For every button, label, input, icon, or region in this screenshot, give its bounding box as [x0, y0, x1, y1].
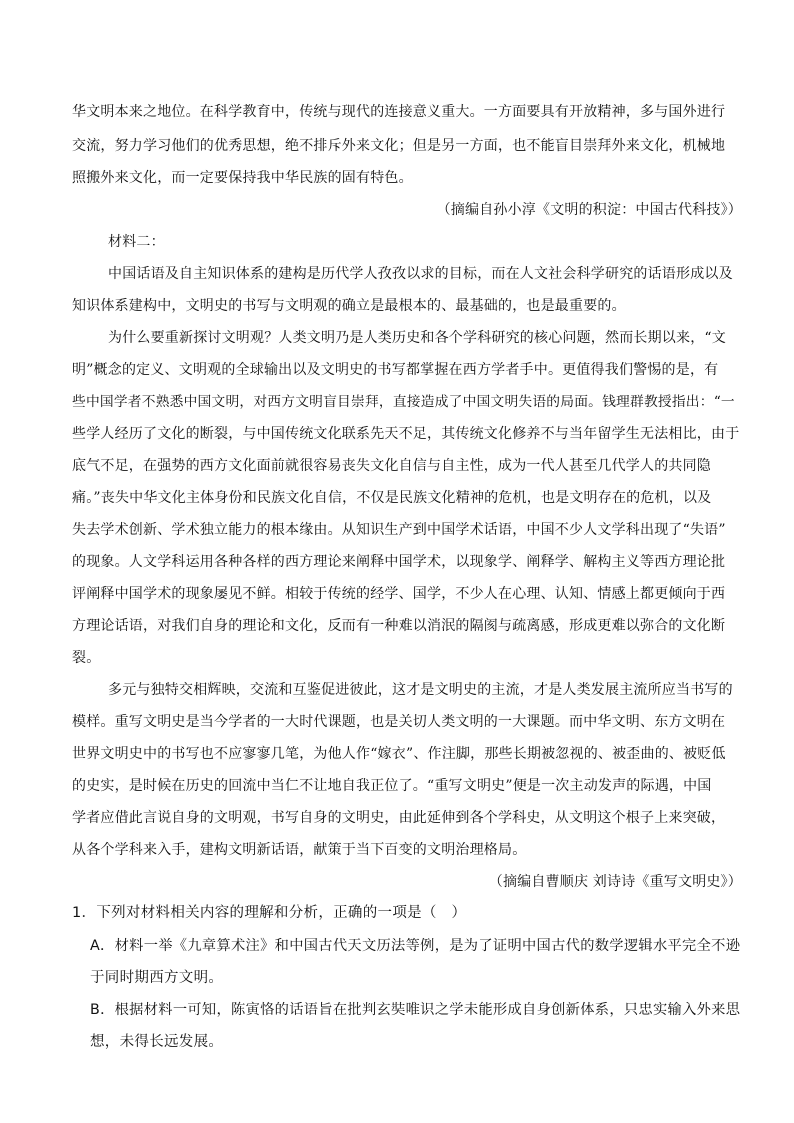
paragraph-1-line-3: 照搬外来文化，而一定要保持我中华民族的固有特色。 — [72, 170, 413, 186]
option-b-line-2: 想，未得长远发展。 — [90, 1034, 224, 1050]
paragraph-1-line-2: 交流，努力学习他们的优秀思想，绝不排斥外来文化；但是另一方面，也不能盲目崇拜外来文化，机械地 — [72, 138, 726, 154]
paragraph-4-line-6: 从各个学科来入手，建构文明新话语，献策于当下百变的文明治理格局。 — [72, 842, 527, 858]
option-a-line-1: A．材料一举《九章算术注》和中国古代天文历法等例，是为了证明中国古代的数学逻辑水平完全不逊 — [90, 938, 741, 954]
paragraph-3-line-4: 些学人经历了文化的断裂，与中国传统文化联系先天不足，其传统文化修养不与当年留学生无法相比，由于 — [72, 426, 740, 442]
option-a-line-2: 于同时期西方文明。 — [90, 970, 224, 986]
paragraph-1-line-1: 华文明本来之地位。在科学教育中，传统与现代的连接意义重大。一方面要具有开放精神，多与国外进行 — [72, 104, 726, 120]
paragraph-3-line-8: 的现象。人文学科运用各种各样的西方理论来阐释中国学术，以现象学、阐释学、解构主义等西方理论批 — [72, 554, 726, 570]
paragraph-4-line-1: 多元与独特交相辉映，交流和互鉴促进彼此，这才是文明史的主流，才是人类发展主流所应当书写的 — [108, 682, 733, 698]
paragraph-3-line-6: 痛。”丧失中华文化主体身份和民族文化自信，不仅是民族文化精神的危机，也是文明存在的危机，以及 — [72, 490, 712, 506]
source-citation-1: （摘编自孙小淳《文明的积淀：中国古代科技》） — [436, 202, 742, 218]
paragraph-3-line-5: 底气不足，在强势的西方文化面前就很容易丧失文化自信与自主性，成为一代人甚至几代学人的共同隐 — [72, 458, 711, 474]
paragraph-3-line-7: 失去学术创新、学术独立能力的根本缘由。从知识生产到中国学术话语，中国不少人文学科出现了“失语” — [72, 522, 726, 538]
paragraph-3-line-10: 方理论话语，对我们自身的理论和文化，反而有一种难以消泯的隔阂与疏离感，形成更难以弥合的文化断 — [72, 618, 726, 634]
paragraph-3-line-1: 为什么要重新探讨文明观？人类文明乃是人类历史和各个学科研究的核心问题，然而长期以来，“文 — [108, 330, 726, 346]
paragraph-3-line-11: 裂。 — [72, 650, 101, 666]
material-2-label: 材料二： — [108, 234, 165, 250]
paragraph-4-line-3: 世界文明史中的书写也不应寥寥几笔，为他人作“嫁衣”、作注脚，那些长期被忽视的、被歪曲的、被贬低 — [72, 746, 726, 762]
paragraph-2-line-1: 中国话语及自主知识体系的建构是历代学人孜孜以求的目标，而在人文社会科学研究的话语形成以及 — [108, 266, 733, 282]
paragraph-2-line-2: 知识体系建构中，文明史的书写与文明观的确立是最根本的、最基础的，也是最重要的。 — [72, 298, 626, 314]
paragraph-4-line-5: 学者应借此言说自身的文明观，书写自身的文明史，由此延伸到各个学科史，从文明这个根子上来突破， — [72, 810, 726, 826]
paragraph-3-line-9: 评阐释中国学术的现象屡见不鲜。相较于传统的经学、国学，不少人在心理、认知、情感上都更倾向于西 — [72, 586, 726, 602]
question-1-stem: 1．下列对材料相关内容的理解和分析，正确的一项是（ ） — [72, 905, 467, 921]
paragraph-3-line-2: 明”概念的定义、文明观的全球输出以及文明史的书写都掌握在西方学者手中。更值得我们警惕的是，有 — [72, 362, 719, 378]
source-citation-2: （摘编自曹顺庆 刘诗诗《重写文明史》） — [488, 874, 742, 890]
paragraph-4-line-2: 模样。重写文明史是当今学者的一大时代课题，也是关切人类文明的一大课题。而中华文明、东方文明在 — [72, 714, 726, 730]
paragraph-4-line-4: 的史实，是时候在历史的回流中当仁不让地自我正位了。“重写文明史”便是一次主动发声的际遇，中国 — [72, 778, 712, 794]
option-b-line-1: B．根据材料一可知，陈寅恪的话语旨在批判玄奘唯识之学未能形成自身创新体系，只忠实输入外来思 — [90, 1002, 741, 1018]
paragraph-3-line-3: 些中国学者不熟悉中国文明，对西方文明盲目崇拜，直接造成了中国文明失语的局面。钱理群教授指出：“一 — [72, 394, 735, 410]
